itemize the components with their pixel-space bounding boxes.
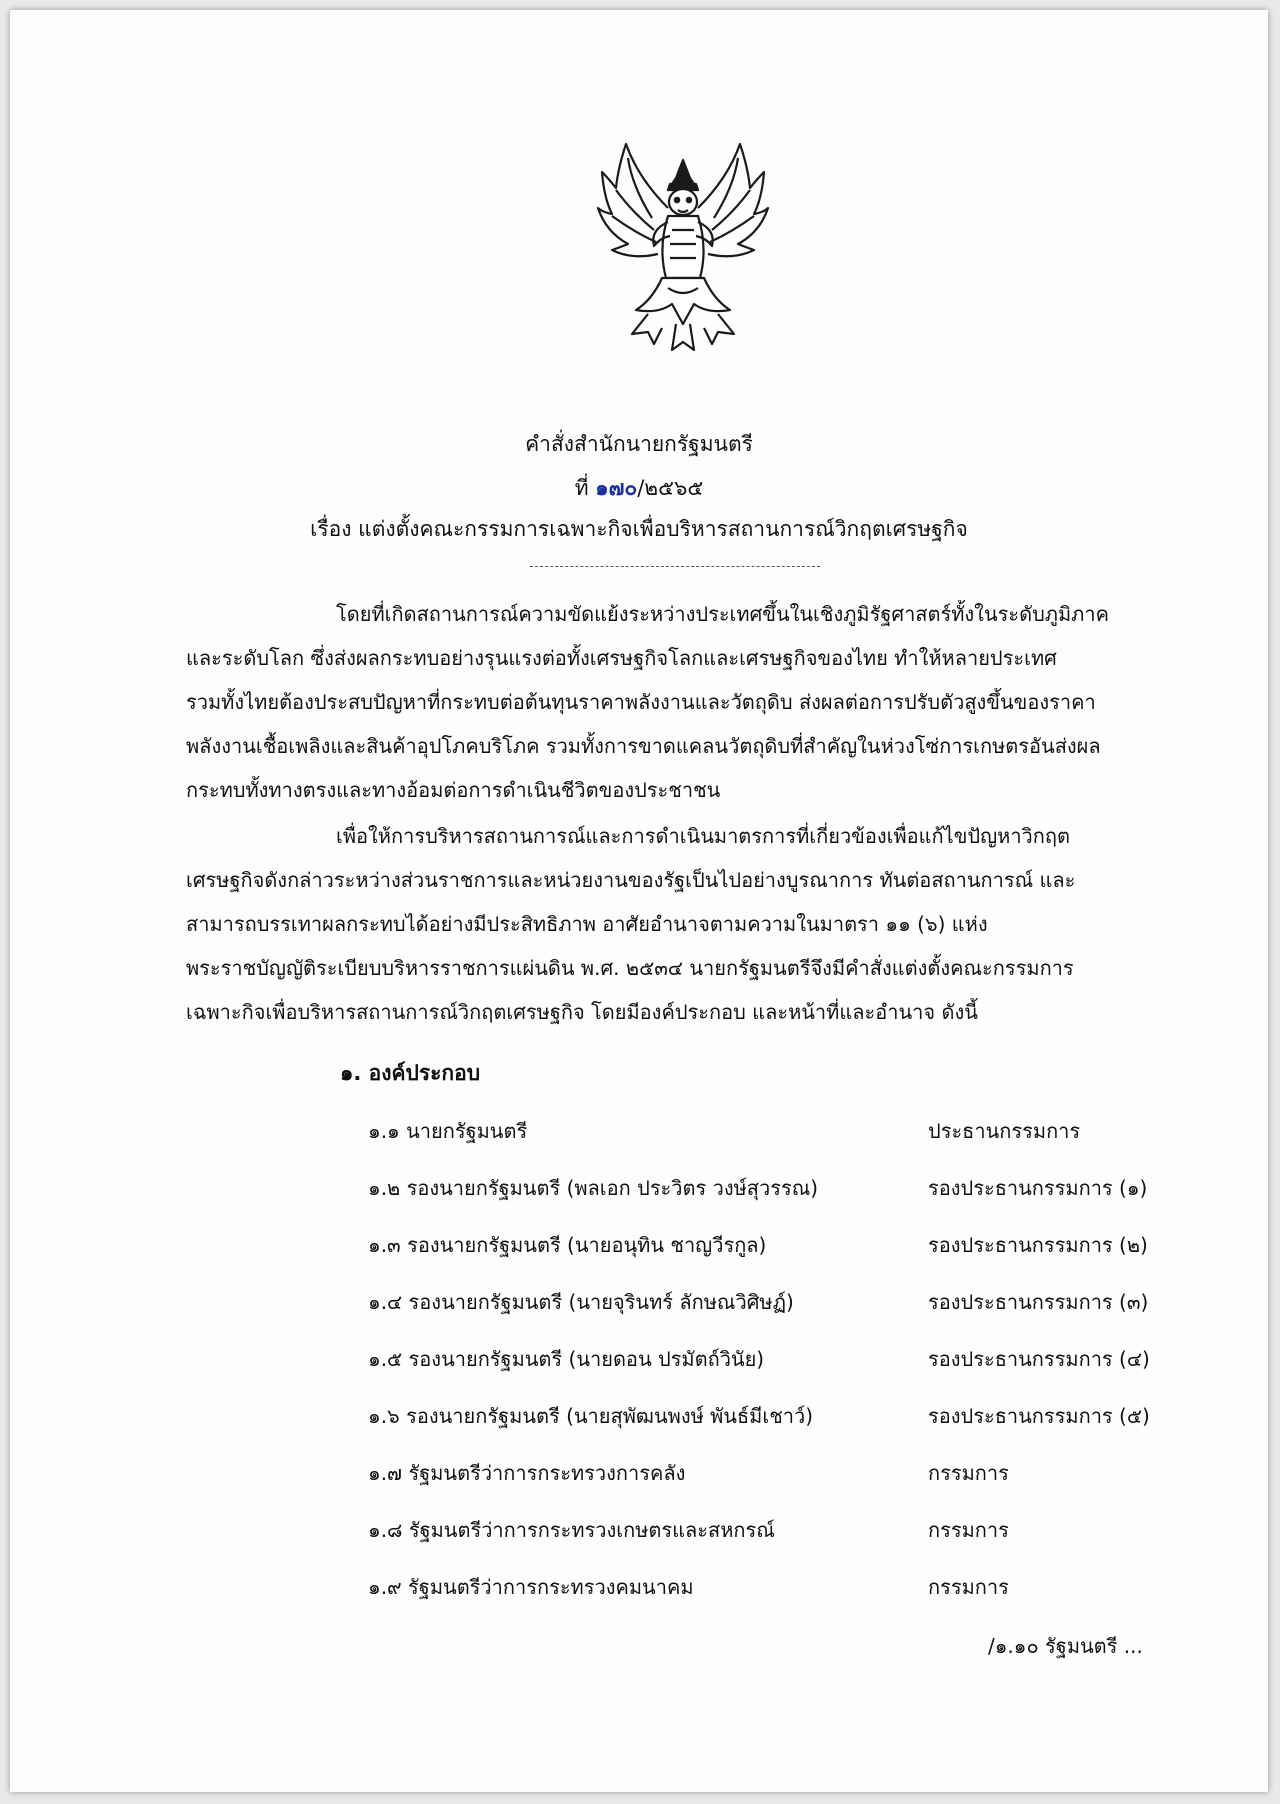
member-role: รองประธานกรรมการ (๕) xyxy=(928,1404,1150,1428)
member-role: กรรมการ xyxy=(928,1575,1009,1599)
order-number-suffix: /๒๕๖๕ xyxy=(637,476,704,500)
member-item: ๑.๓ รองนายกรัฐมนตรี (นายอนุทิน ชาญวีรกูล) xyxy=(368,1233,767,1257)
paragraph-line: พระราชบัญญัติระเบียบบริหารราชการแผ่นดิน พ.ศ. ๒๕๓๔ นายกรัฐมนตรีจึงมีคำสั่งแต่งตั้งคณะกรรมการ xyxy=(186,956,1074,980)
order-subject: เรื่อง แต่งตั้งคณะกรรมการเฉพาะกิจเพื่อบริหารสถานการณ์วิกฤตเศรษฐกิจ xyxy=(310,517,968,541)
paragraph-line: สามารถบรรเทาผลกระทบได้อย่างมีประสิทธิภาพ อาศัยอำนาจตามความในมาตรา ๑๑ (๖) แห่ง xyxy=(186,912,988,936)
paragraph-1 xyxy=(186,592,1109,812)
member-role: กรรมการ xyxy=(928,1461,1009,1485)
member-role: รองประธานกรรมการ (๑) xyxy=(928,1176,1148,1200)
member-item: ๑.๗ รัฐมนตรีว่าการกระทรวงการคลัง xyxy=(368,1461,686,1485)
member-item: ๑.๕ รองนายกรัฐมนตรี (นายดอน ปรมัตถ์วินัย) xyxy=(368,1347,765,1371)
paragraph-2 xyxy=(186,814,1075,1034)
separator-line xyxy=(530,566,820,567)
member-item: ๑.๙ รัฐมนตรีว่าการกระทรวงคมนาคม xyxy=(368,1575,694,1599)
garuda-emblem-icon xyxy=(588,138,778,358)
paragraph-line: โดยที่เกิดสถานการณ์ความขัดแย้งระหว่างประเทศขึ้นในเชิงภูมิรัฐศาสตร์ทั้งในระดับภูมิภาค xyxy=(336,602,1109,626)
paragraph-line: พลังงานเชื้อเพลิงและสินค้าอุปโภคบริโภค รวมทั้งการขาดแคลนวัตถุดิบที่สำคัญในห่วงโซ่การเกษตรอันส่งผล xyxy=(186,734,1101,758)
member-item: ๑.๒ รองนายกรัฐมนตรี (พลเอก ประวิตร วงษ์สุวรรณ) xyxy=(368,1176,819,1200)
member-role: กรรมการ xyxy=(928,1518,1009,1542)
paragraph-line: รวมทั้งไทยต้องประสบปัญหาที่กระทบต่อต้นทุนราคาพลังงานและวัตถุดิบ ส่งผลต่อการปรับตัวสูงขึ้นของราคา xyxy=(186,690,1096,714)
paragraph-line: เฉพาะกิจเพื่อบริหารสถานการณ์วิกฤตเศรษฐกิจ โดยมีองค์ประกอบ และหน้าที่และอำนาจ ดังนี้ xyxy=(186,1000,978,1024)
paragraph-line: เพื่อให้การบริหารสถานการณ์และการดำเนินมาตรการที่เกี่ยวข้องเพื่อแก้ไขปัญหาวิกฤต xyxy=(336,824,1070,848)
member-item: ๑.๖ รองนายกรัฐมนตรี (นายสุพัฒนพงษ์ พันธ์มีเชาว์) xyxy=(368,1404,814,1428)
paragraph-line: และระดับโลก ซึ่งส่งผลกระทบอย่างรุนแรงต่อทั้งเศรษฐกิจโลกและเศรษฐกิจของไทย ทำให้หลายประเทศ xyxy=(186,646,1057,670)
member-role: รองประธานกรรมการ (๔) xyxy=(928,1347,1150,1371)
member-role: รองประธานกรรมการ (๓) xyxy=(928,1290,1149,1314)
paragraph-line: เศรษฐกิจดังกล่าวระหว่างส่วนราชการและหน่วยงานของรัฐเป็นไปอย่างบูรณาการ ทันต่อสถานการณ์ และ xyxy=(186,868,1076,892)
member-role: รองประธานกรรมการ (๒) xyxy=(928,1233,1148,1257)
member-role: ประธานกรรมการ xyxy=(928,1119,1081,1143)
order-number-prefix: ที่ xyxy=(574,476,589,500)
order-issuer: คำสั่งสำนักนายกรัฐมนตรี xyxy=(525,432,753,456)
document-page xyxy=(10,10,1268,1792)
paragraph-line: กระทบทั้งทางตรงและทางอ้อมต่อการดำเนินชีวิตของประชาชน xyxy=(186,778,721,802)
page-continuation: /๑.๑๐ รัฐมนตรี ... xyxy=(988,1634,1143,1658)
member-item: ๑.๘ รัฐมนตรีว่าการกระทรวงเกษตรและสหกรณ์ xyxy=(368,1518,775,1542)
member-item: ๑.๑ นายกรัฐมนตรี xyxy=(368,1119,528,1143)
order-number xyxy=(10,472,1268,505)
composition-heading: ๑. องค์ประกอบ xyxy=(340,1061,481,1085)
member-item: ๑.๔ รองนายกรัฐมนตรี (นายจุรินทร์ ลักษณวิศิษฏ์) xyxy=(368,1290,794,1314)
order-number-main: ๑๗๐ xyxy=(595,476,638,500)
